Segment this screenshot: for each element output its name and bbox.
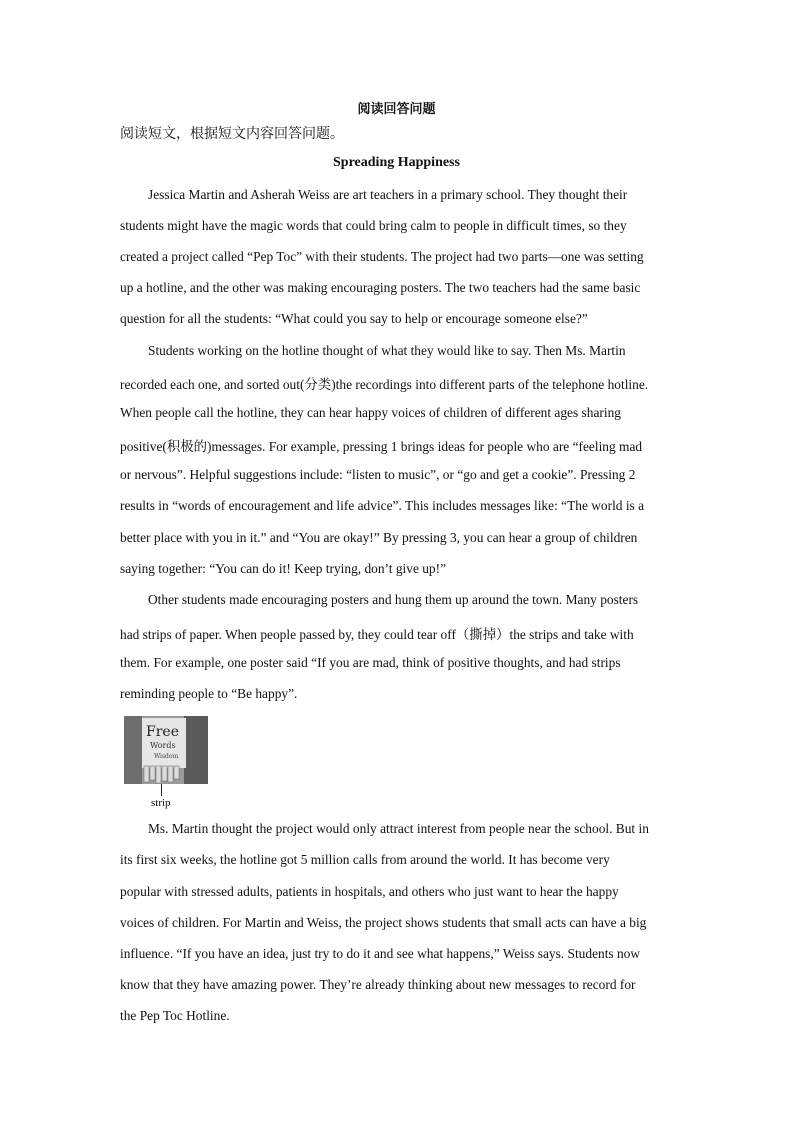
article-line: Students working on the hotline thought of what they would like to say. Then Ms. Martin	[148, 343, 626, 358]
article-line: recorded each one, and sorted out(分类)the recordings into different parts of the telephone hotline.	[120, 377, 649, 392]
caption-pointer	[161, 784, 162, 796]
article-line: question for all the students: “What could you say to help or encourage someone else?”	[120, 311, 588, 326]
article-line: its first six weeks, the hotline got 5 million calls from around the world. It has become very	[120, 852, 610, 867]
sign-text-words: Words	[150, 741, 176, 750]
article-line: saying together: “You can do it! Keep trying, don’t give up!”	[120, 561, 447, 576]
article-line: Ms. Martin thought the project would only attract interest from people near the school. But in	[148, 821, 649, 836]
article-line: up a hotline, and the other was making encouraging posters. The two teachers had the same basic	[120, 280, 641, 295]
article-line: influence. “If you have an idea, just try to do it and see what happens,” Weiss says. Students now	[120, 946, 641, 961]
article-title: Spreading Happiness	[333, 155, 460, 170]
section-title: 阅读回答问题	[357, 102, 436, 117]
article-line: reminding people to “Be happy”.	[120, 686, 298, 701]
article-line: had strips of paper. When people passed by, they could tear off（撕掉）the strips and take with	[120, 627, 634, 642]
article-line: Other students made encouraging posters and hung them up around the town. Many posters	[148, 592, 639, 607]
article-line: or nervous”. Helpful suggestions include: “listen to music”, or “go and get a cookie”. Pressing 2	[120, 467, 636, 482]
article-line: created a project called “Pep Toc” with their students. The project had two parts—one was setting	[120, 249, 644, 264]
poster-photo	[124, 716, 208, 784]
article-line: the Pep Toc Hotline.	[120, 1008, 230, 1023]
article-line: students might have the magic words that could bring calm to people in difficult times, so they	[120, 218, 627, 233]
article-line: results in “words of encouragement and life advice”. This includes messages like: “The world is a	[120, 498, 645, 513]
article-line: voices of children. For Martin and Weiss, the project shows students that small acts can have a big	[120, 915, 647, 930]
article-line: popular with stressed adults, patients in hospitals, and others who just want to hear the happy	[120, 884, 619, 899]
poster-illustration	[124, 716, 208, 784]
article-line: better place with you in it.” and “You are okay!” By pressing 3, you can hear a group of children	[120, 530, 638, 545]
sign-text-free: Free	[146, 724, 179, 740]
sign-text-wisdom: Wisdom	[154, 753, 179, 760]
article-line: positive(积极的)messages. For example, pressing 1 brings ideas for people who are “feeling mad	[120, 439, 643, 454]
article-line: know that they have amazing power. They’re already thinking about new messages to record for	[120, 977, 636, 992]
article-line: them. For example, one poster said “If you are mad, think of positive thoughts, and had strips	[120, 655, 621, 670]
instruction-text: 阅读短文，根据短文内容回答问题。	[120, 126, 344, 142]
figure-caption: strip	[151, 797, 171, 809]
article-line: When people call the hotline, they can hear happy voices of children of different ages sharing	[120, 405, 621, 420]
article-line: Jessica Martin and Asherah Weiss are art teachers in a primary school. They thought their	[148, 187, 628, 202]
